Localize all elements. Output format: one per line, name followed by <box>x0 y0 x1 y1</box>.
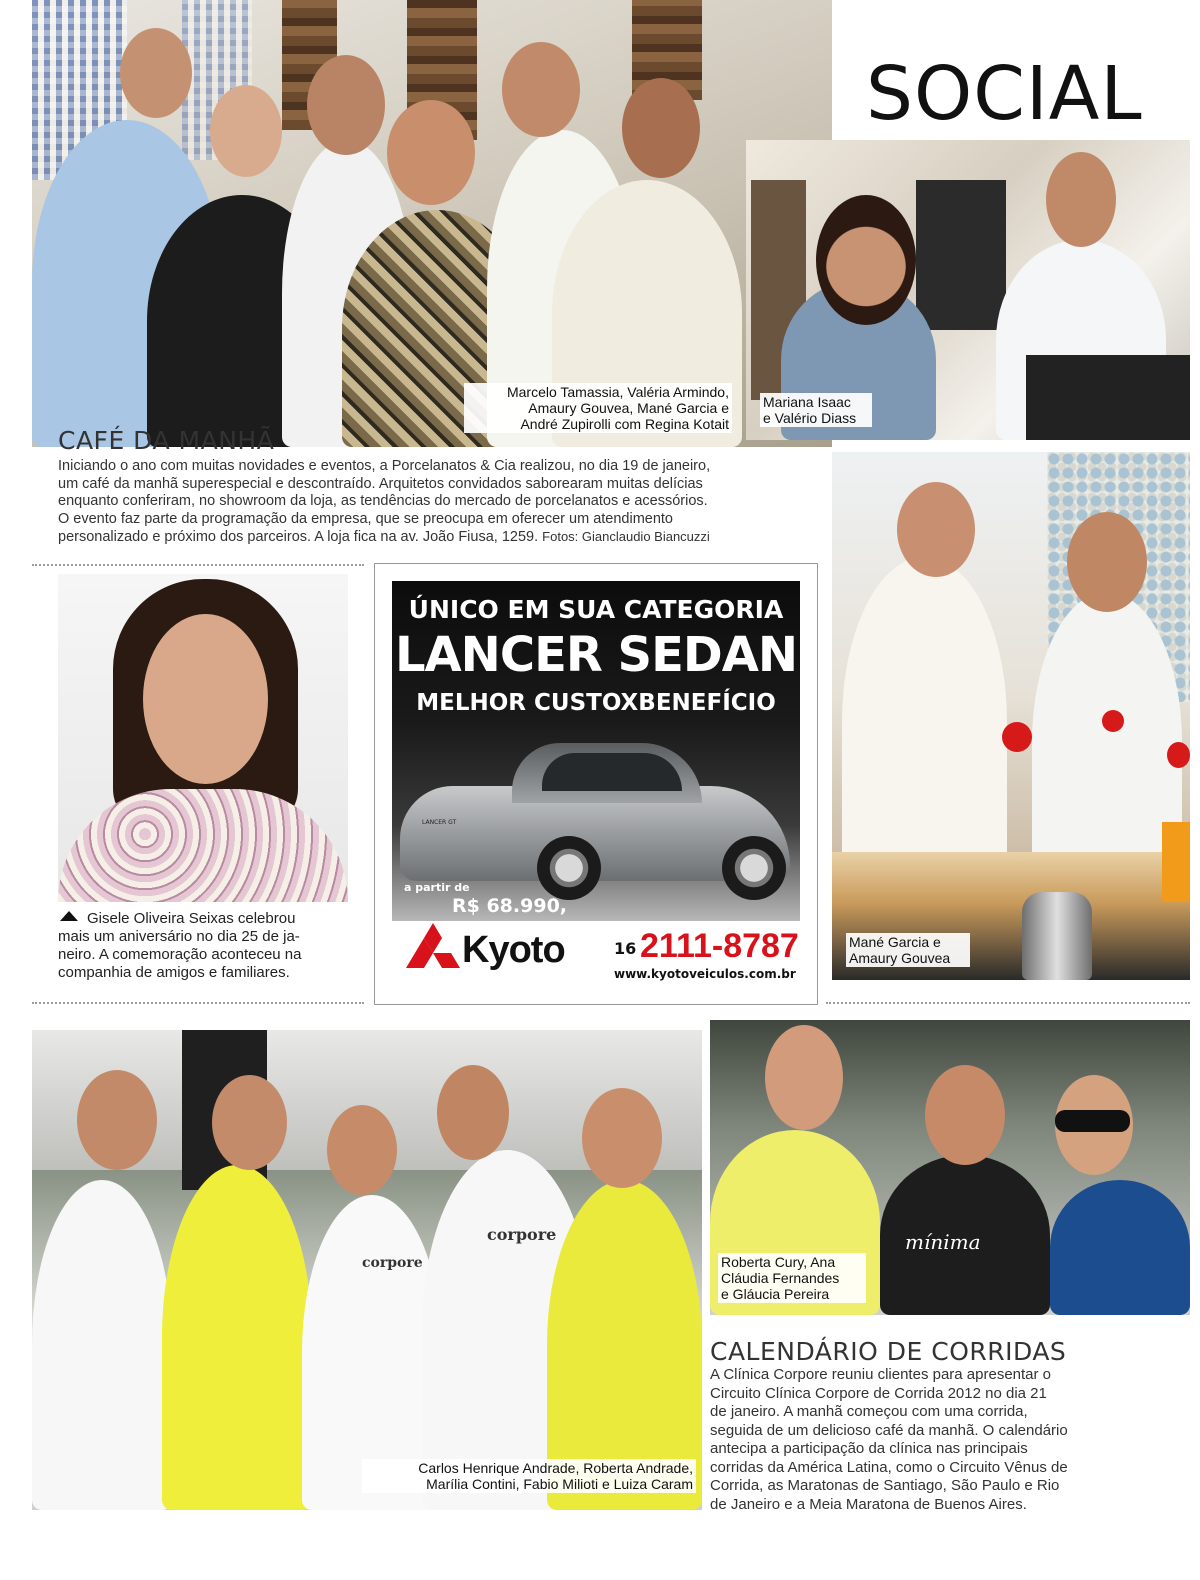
red-roses <box>1167 742 1190 768</box>
person-head <box>210 85 282 177</box>
caption-line: Amaury Gouvea <box>849 950 951 966</box>
caption-line <box>58 910 358 928</box>
caption-line: André Zupirolli com Regina Kotait <box>520 416 729 432</box>
body-line: Corrida, as Maratonas de Santiago, São Paulo e Rio <box>710 1477 1060 1494</box>
person-head <box>120 28 192 118</box>
caption-line: Mariana Isaac <box>763 394 851 410</box>
person-head <box>816 195 916 325</box>
body-line: seguida de um delicioso café da manhã. O calendário <box>710 1421 1068 1439</box>
person-head <box>212 1075 287 1170</box>
body-line: corridas da América Latina, como o Circuito Vênus de <box>710 1458 1068 1476</box>
photo-caption <box>464 383 732 433</box>
photo-caption <box>760 393 872 427</box>
person-head <box>622 78 700 178</box>
runners-group-photo <box>32 1030 702 1510</box>
person <box>32 1180 172 1510</box>
buffet-photo <box>832 452 1190 980</box>
orange-juice <box>1162 822 1190 902</box>
photo-caption <box>362 1459 696 1493</box>
body-line: Iniciando o ano com muitas novidades e eventos, a Porcelanatos & Cia realizou, no dia 19 de janeiro, <box>58 458 711 474</box>
person <box>842 557 1007 887</box>
body-line: de Janeiro e a Meia Maratona de Buenos Aires. <box>710 1495 1027 1513</box>
dotted-divider <box>32 564 364 566</box>
dotted-divider <box>826 1002 1190 1004</box>
cafe-title: CAFÉ DA MANHÃ <box>58 426 275 455</box>
photo-caption <box>846 933 970 967</box>
corridas-body <box>710 1366 1190 1514</box>
caption-line: Carlos Henrique Andrade, Roberta Andrade, <box>418 1460 693 1476</box>
table <box>1026 355 1190 440</box>
phone-area: 16 <box>614 939 637 958</box>
person-head <box>77 1070 157 1170</box>
caption-line: Cláudia Fernandes <box>721 1270 840 1286</box>
ad-panel <box>392 581 800 988</box>
caption-line: Marília Contini, Fabio Milioti e Luiza Caram <box>426 1476 693 1492</box>
car-plate: LANCER GT <box>422 819 457 826</box>
sunglasses <box>1055 1110 1130 1132</box>
price: R$ 68.990, <box>452 895 568 917</box>
car-window <box>542 753 682 791</box>
body-line: Circuito Clínica Corpore de Corrida 2012 no dia 21 <box>710 1384 1047 1402</box>
body-line: antecipa a participação da clínica nas principais <box>710 1440 1028 1457</box>
caption-line: companhia de amigos e familiares. <box>58 964 290 981</box>
phone-number[interactable]: 2111-8787 <box>640 927 799 965</box>
coffee-pot <box>1022 892 1092 980</box>
body-line <box>58 528 858 547</box>
ad-headline-1: ÚNICO EM SUA CATEGORIA <box>408 595 784 624</box>
cafe-body <box>58 458 858 547</box>
caption-line: neiro. A comemoração aconteceu na <box>58 946 302 963</box>
person <box>162 1165 312 1510</box>
person-head <box>387 100 475 205</box>
person-head <box>897 482 975 577</box>
dotted-divider <box>32 1002 364 1004</box>
website-link[interactable]: www.kyotoveiculos.com.br <box>614 967 796 981</box>
body-line: O evento faz parte da programação da empresa, que se preocupa em oferecer um atendimento <box>58 510 673 527</box>
ad-headline-3: MELHOR CUSTOXBENEFÍCIO <box>416 690 776 716</box>
body-line-text: personalizado e próximo dos parceiros. A loja fica na av. João Fiusa, 1259. <box>58 529 539 545</box>
person-head <box>143 614 268 784</box>
caption-line-text: Gisele Oliveira Seixas celebrou <box>87 910 296 927</box>
person-head <box>327 1105 397 1195</box>
person-head <box>582 1088 662 1188</box>
caption-line: Marcelo Tamassia, Valéria Armindo, <box>506 384 729 400</box>
shirt-logo: corpore <box>362 1255 423 1271</box>
person-head <box>925 1065 1005 1165</box>
kyoto-ad[interactable] <box>374 563 818 1005</box>
person-head <box>765 1025 843 1130</box>
birthday-caption <box>58 910 358 982</box>
car-wheel <box>537 836 601 900</box>
mitsubishi-logo-icon <box>406 923 460 975</box>
car-wheel <box>722 836 786 900</box>
dark-wall <box>916 180 1006 330</box>
person <box>58 789 348 902</box>
caption-line: e Valério Diass <box>763 410 857 426</box>
red-roses <box>1102 710 1124 732</box>
photo-credit: Fotos: Gianclaudio Biancuzzi <box>542 529 710 544</box>
ad-headline-2: LANCER SEDAN <box>394 627 798 683</box>
group-photo-cafe <box>32 0 832 447</box>
shirt-logo: corpore <box>487 1225 557 1244</box>
person-head <box>1046 152 1116 247</box>
price-prefix: a partir de <box>404 881 470 894</box>
caption-line: Roberta Cury, Ana <box>721 1254 836 1270</box>
person <box>1032 592 1182 892</box>
person-head <box>1067 512 1147 612</box>
brand-name: Kyoto <box>462 929 565 971</box>
caption-line: mais um aniversário no dia 25 de ja- <box>58 928 300 945</box>
person-head <box>307 55 385 155</box>
person <box>1050 1180 1190 1315</box>
portrait-photo <box>58 574 348 902</box>
body-line: de janeiro. A manhã começou com uma corrida, <box>710 1403 1028 1420</box>
caption-line: Mané Garcia e <box>849 934 941 950</box>
person-head <box>437 1065 509 1160</box>
section-heading: SOCIAL <box>866 51 1143 137</box>
caption-line: e Gláucia Pereira <box>721 1286 830 1302</box>
person-head <box>502 42 580 137</box>
body-line: enquanto conferiram, no showroom da loja, as tendências do mercado de porcelanatos e acessórios. <box>58 493 708 509</box>
red-roses <box>1002 722 1032 752</box>
caption-line: Amaury Gouvea, Mané Garcia e <box>528 400 729 416</box>
body-line: um café da manhã superespecial e descontraído. Arquitetos convidados saborearam muitas delícias <box>58 475 703 492</box>
shirt-logo: mínima <box>905 1230 981 1254</box>
body-line: A Clínica Corpore reuniu clientes para apresentar o <box>710 1366 1052 1383</box>
corridas-title: CALENDÁRIO DE CORRIDAS <box>710 1337 1067 1366</box>
photo-caption <box>718 1253 866 1303</box>
